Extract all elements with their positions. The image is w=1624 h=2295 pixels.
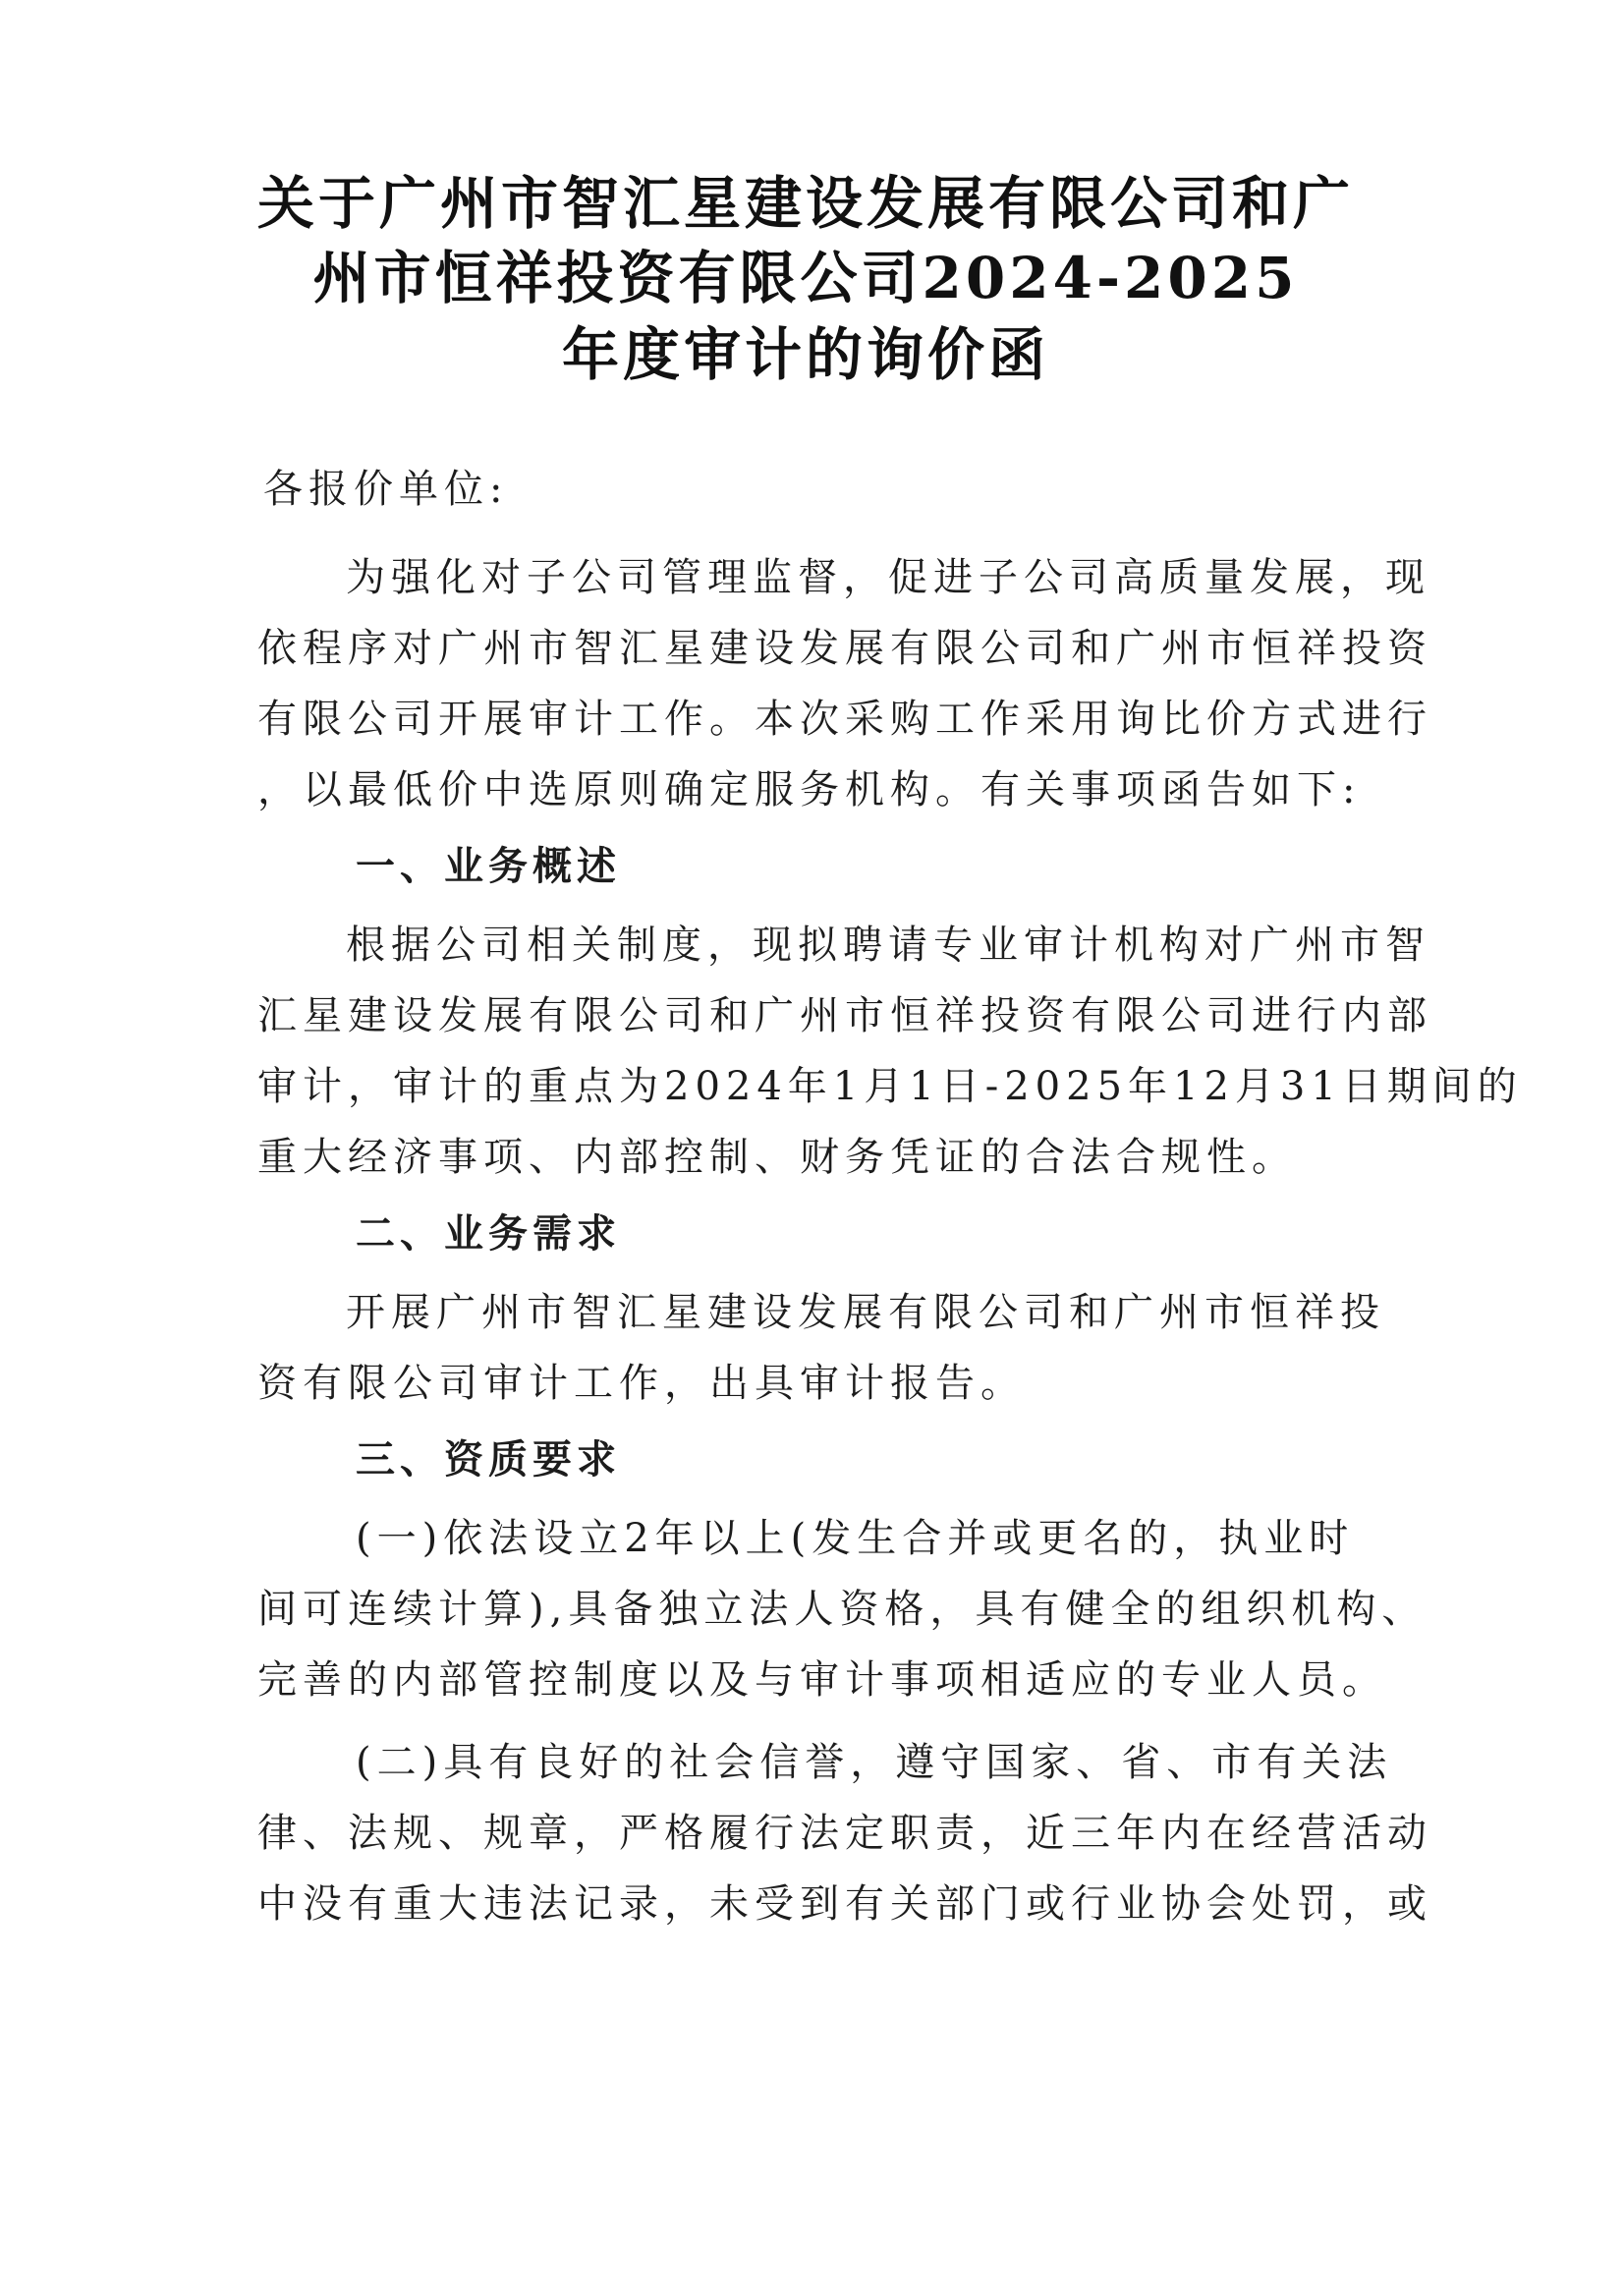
section-3-item-2-line: 中没有重大违法记录，未受到有关部门或行业协会处罚，或 — [257, 1881, 1432, 1927]
salutation: 各报价单位: — [263, 467, 509, 512]
intro-line: 为强化对子公司管理监督，促进子公司高质量发展，现 — [346, 555, 1430, 600]
section-3-item-2-line: (二)具有良好的社会信誉，遵守国家、省、市有关法 — [356, 1740, 1393, 1785]
document-title-line-3: 年度审计的询价函 — [561, 321, 1049, 388]
intro-line: 依程序对广州市智汇星建设发展有限公司和广州市恒祥投资 — [257, 626, 1432, 671]
section-3-item-1-line: 完善的内部管控制度以及与审计事项相适应的专业人员。 — [257, 1657, 1387, 1703]
intro-line: 有限公司开展审计工作。本次采购工作采用询比价方式进行 — [257, 697, 1432, 742]
section-2-line: 资有限公司审计工作，出具审计报告。 — [257, 1361, 1026, 1406]
intro-line: ，以最低价中选原则确定服务机构。有关事项函告如下: — [257, 767, 1362, 812]
section-2-line: 开展广州市智汇星建设发展有限公司和广州市恒祥投 — [346, 1290, 1385, 1335]
section-3-item-1-line: (一)依法设立2年以上(发生合并或更名的，执业时 — [356, 1516, 1355, 1561]
section-3-heading: 三、资质要求 — [356, 1436, 621, 1483]
section-3-item-1-line: 间可连续计算),具备独立法人资格，具有健全的组织机构、 — [257, 1587, 1428, 1632]
section-3-item-2-line: 律、法规、规章，严格履行法定职责，近三年内在经营活动 — [257, 1811, 1432, 1856]
section-1-line: 重大经济事项、内部控制、财务凭证的合法合规性。 — [257, 1135, 1297, 1180]
section-2-heading: 二、业务需求 — [356, 1210, 621, 1257]
section-1-line: 根据公司相关制度，现拟聘请专业审计机构对广州市智 — [346, 923, 1430, 968]
section-1-line: 审计，审计的重点为2024年1月1日-2025年12月31日期间的 — [257, 1064, 1523, 1109]
section-1-heading: 一、业务概述 — [356, 843, 621, 889]
section-1-line: 汇星建设发展有限公司和广州市恒祥投资有限公司进行内部 — [257, 993, 1432, 1038]
document-title-line-2: 州市恒祥投资有限公司2024-2025 — [312, 245, 1299, 311]
document-title-line-1: 关于广州市智汇星建设发展有限公司和广 — [256, 170, 1354, 237]
